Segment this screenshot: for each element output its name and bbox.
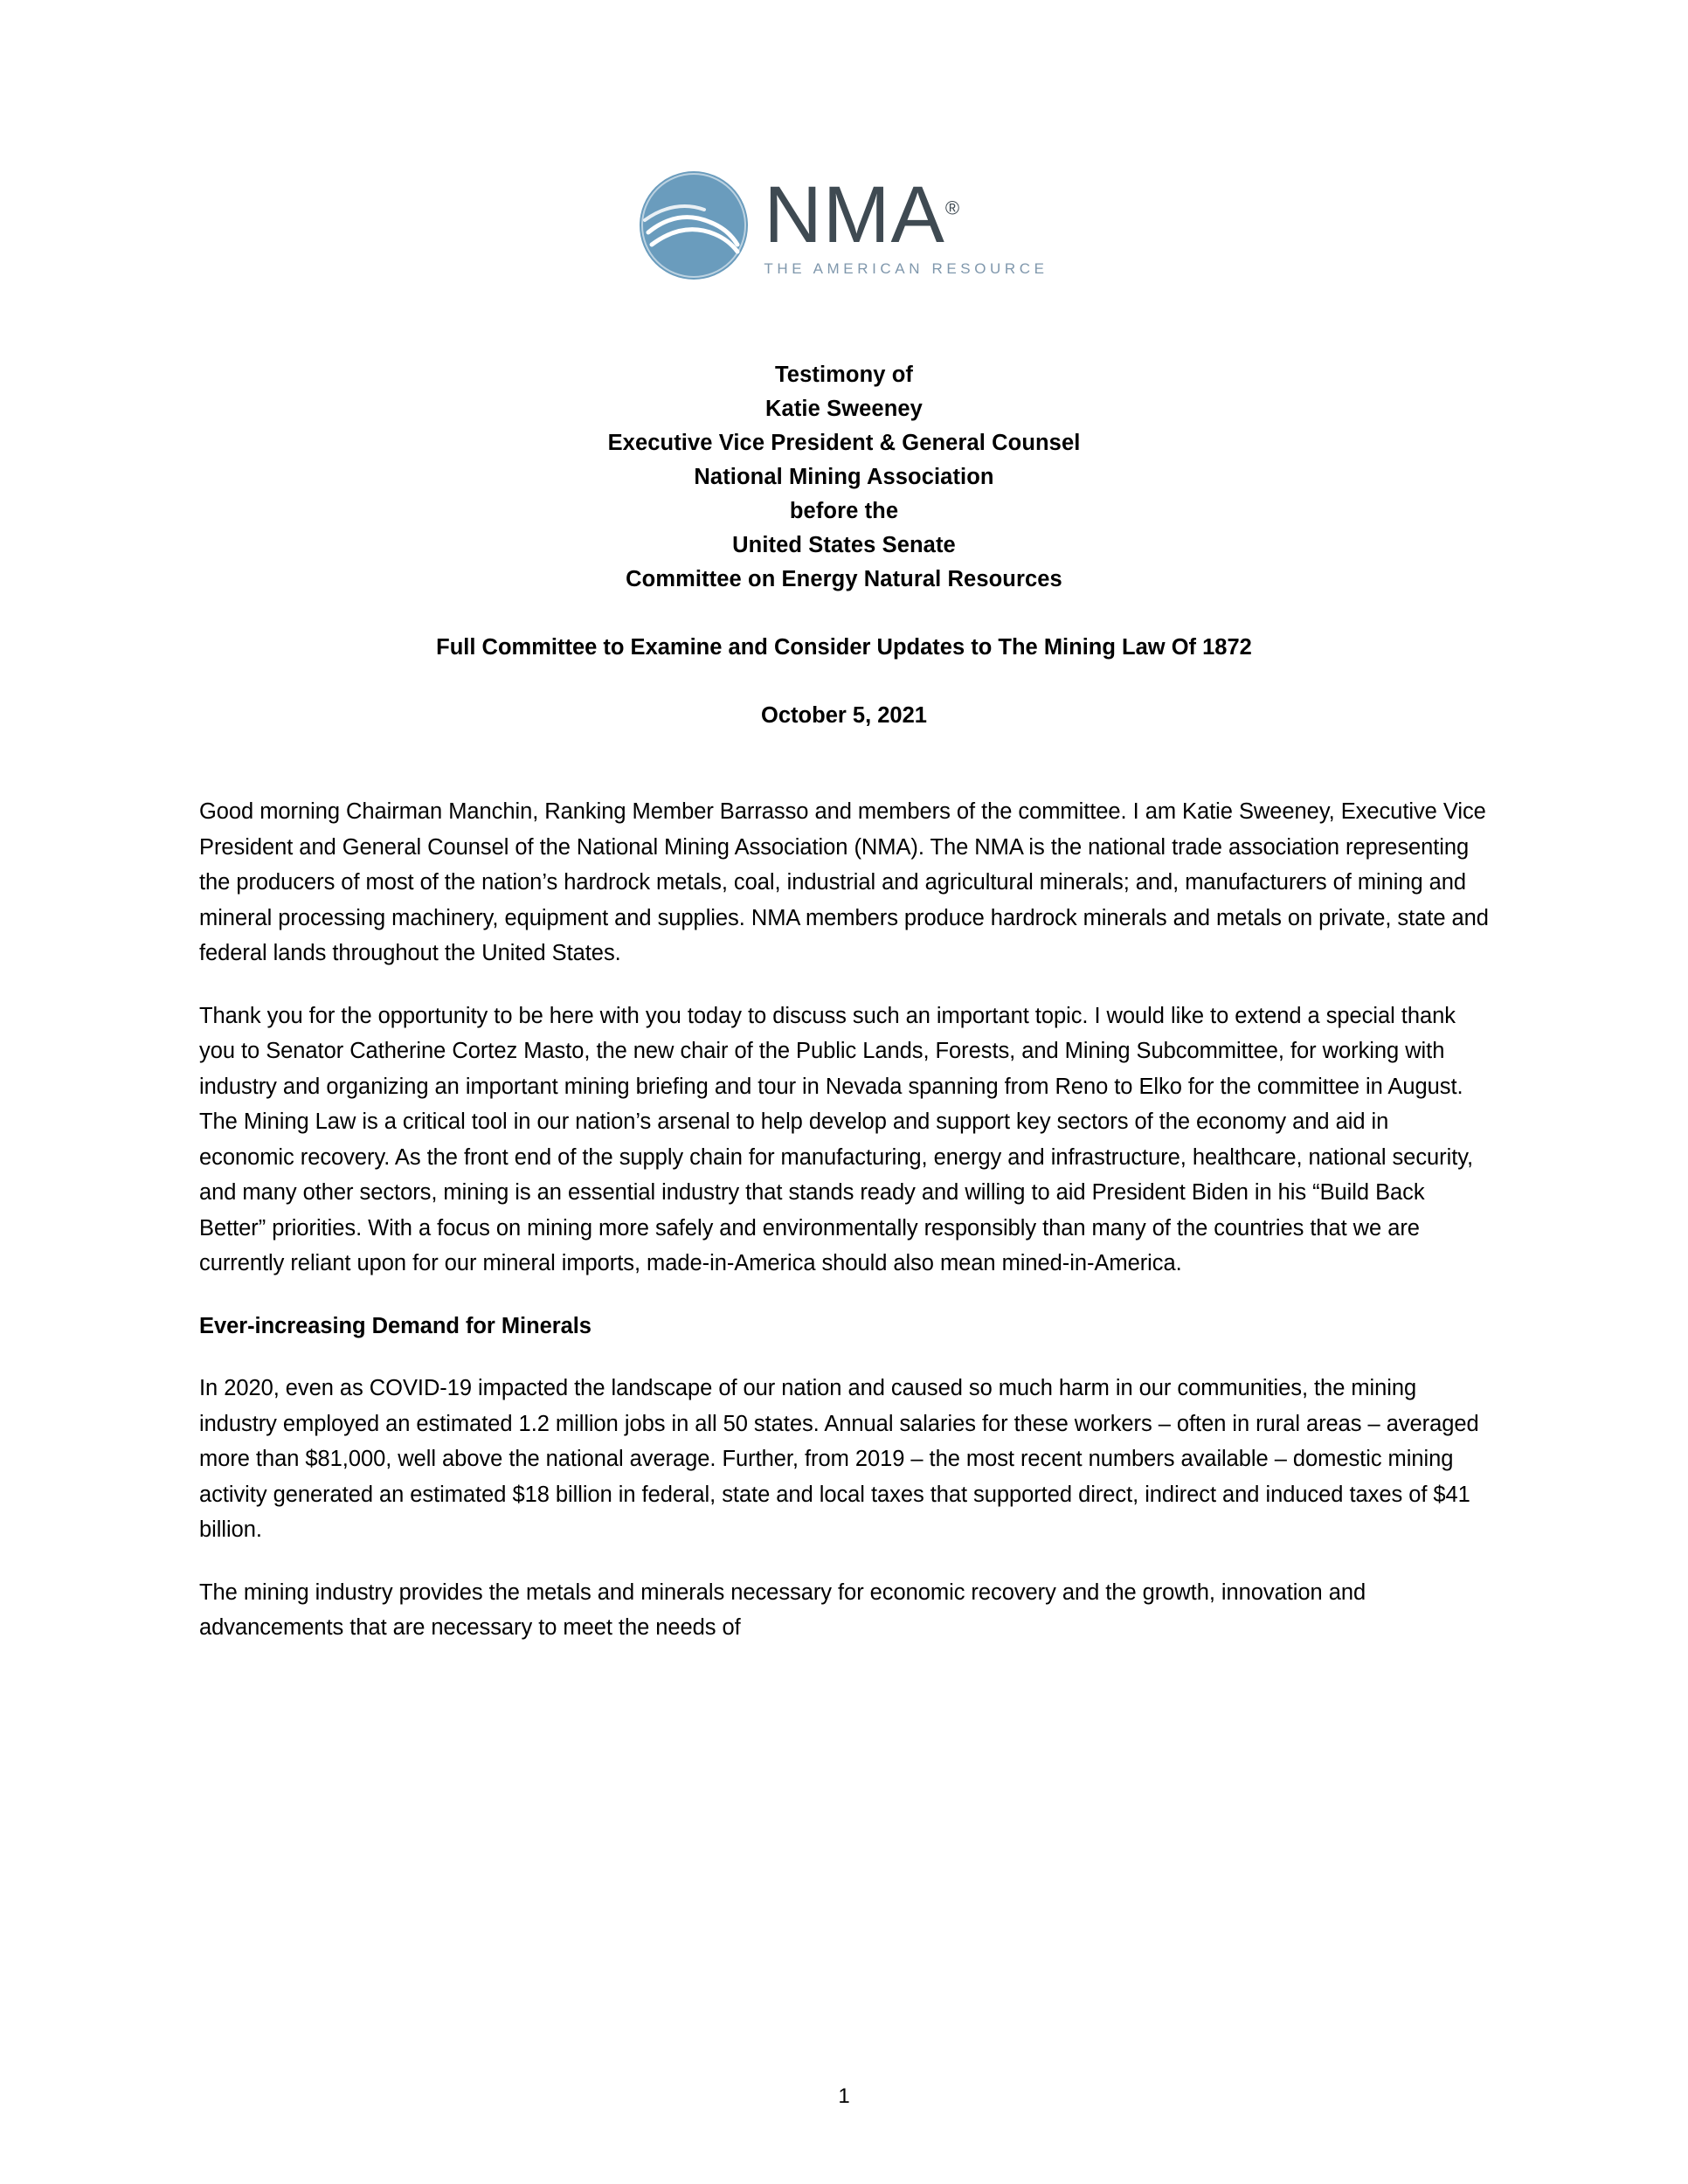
- nma-logo: [199, 0, 1489, 280]
- heading-line-5: before the: [789, 499, 899, 523]
- hearing-date: October 5, 2021: [761, 703, 927, 728]
- registered-mark: ®: [944, 197, 960, 219]
- heading-line-7: Committee on Energy Natural Resources: [626, 567, 1062, 591]
- nma-globe-logo-icon: [640, 171, 748, 280]
- logo-text: [764, 169, 1048, 279]
- document-body: [199, 794, 1489, 1646]
- hearing-subject: Full Committee to Examine and Consider Updates to The Mining Law Of 1872: [436, 635, 1252, 660]
- heading-line-1: Testimony of: [775, 363, 913, 387]
- logo-inner: [640, 171, 1048, 280]
- heading-line-4: National Mining Association: [694, 465, 994, 489]
- testimony-heading: [199, 358, 1489, 597]
- heading-line-6: United States Senate: [732, 533, 956, 557]
- logo-wordmark-text: NMA: [764, 169, 945, 259]
- heading-line-3: Executive Vice President & General Counsel: [607, 431, 1081, 455]
- section-heading: Ever-increasing Demand for Minerals: [199, 1313, 591, 1338]
- logo-wordmark: [764, 169, 1048, 259]
- body-paragraph: The mining industry provides the metals and minerals necessary for economic recovery and the growth, innovation and advancements that are necessary to meet the needs of: [199, 1579, 1366, 1640]
- body-paragraph: Thank you for the opportunity to be here with you today to discuss such an important topic. I would like to extend a special thank you to Senator Catherine Cortez Masto, the new chair of the Public Lands, Forests, and Mining Subcommittee, for working with industry and organizing an important mining briefing and tour in Nevada spanning from Reno to Elko for the committee in August. The Mining Law is a critical tool in our nation’s arsenal to help develop and support key sectors of the economy and aid in economic recovery. As the front end of the supply chain for manufacturing, energy and infrastructure, healthcare, national security, and many other sectors, mining is an essential industry that stands ready and willing to aid President Biden in his “Build Back Better” priorities. With a focus on mining more safely and environmentally responsibly than many of the countries that we are currently reliant upon for our mineral imports, made-in-America should also mean mined-in-America.: [199, 1003, 1474, 1275]
- page-number: 1: [838, 2084, 850, 2108]
- logo-tagline: THE AMERICAN RESOURCE: [764, 260, 1048, 278]
- heading-line-2: Katie Sweeney: [765, 397, 923, 421]
- body-paragraph: In 2020, even as COVID-19 impacted the landscape of our nation and caused so much harm in our communities, the mining industry employed an estimated 1.2 million jobs in all 50 states. Annual salaries for these workers – often in rural areas – averaged more than $81,000, well above the national average. Further, from 2019 – the most recent numbers available – domestic mining activity generated an estimated $18 billion in federal, state and local taxes that supported direct, indirect and induced taxes of $41 billion.: [199, 1376, 1479, 1542]
- body-paragraph: Good morning Chairman Manchin, Ranking Member Barrasso and members of the committee. I am Katie Sweeney, Executive Vice President and General Counsel of the National Mining Association (NMA). The NMA is the national trade association representing the producers of most of the nation’s hardrock metals, coal, industrial and agricultural minerals; and, manufacturers of mining and mineral processing machinery, equipment and supplies. NMA members produce hardrock minerals and metals on private, state and federal lands throughout the United States.: [199, 799, 1489, 965]
